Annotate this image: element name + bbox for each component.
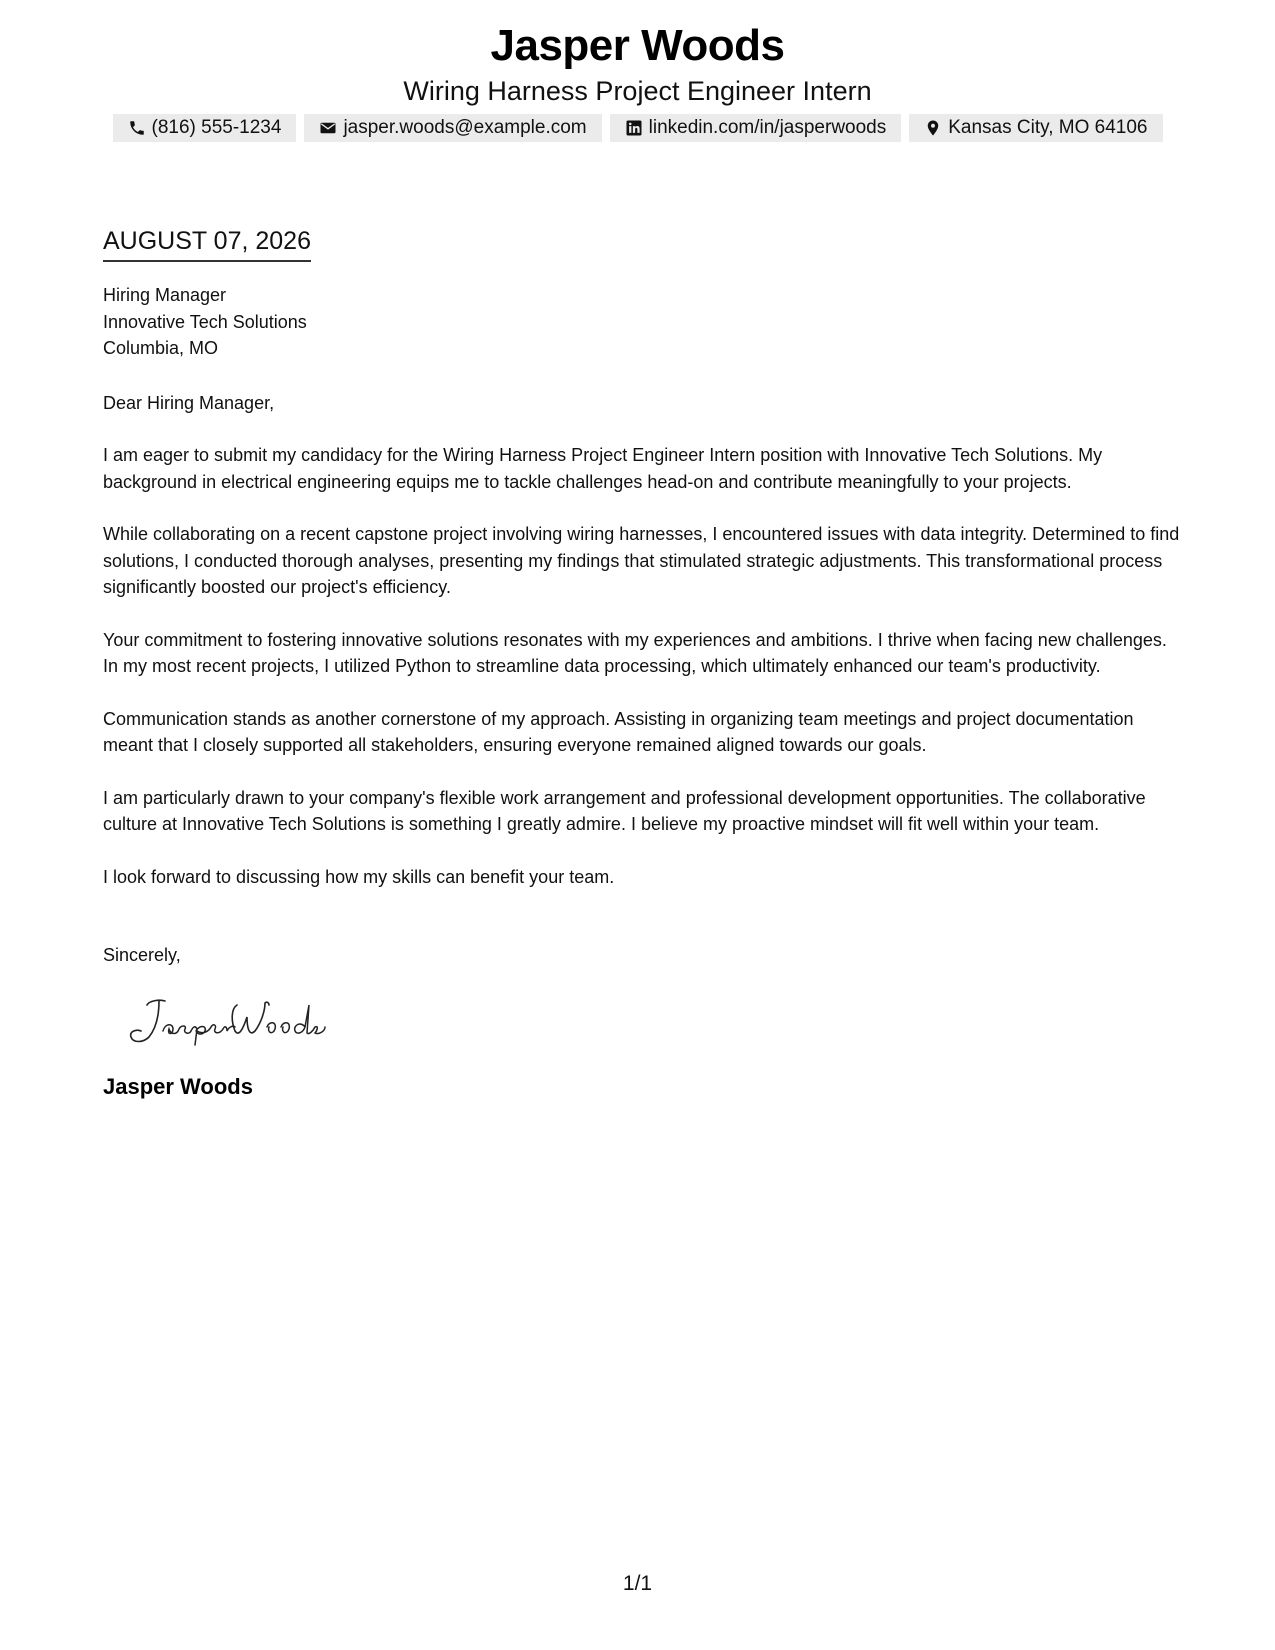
- paragraph-3: Your commitment to fostering innovative solutions resonates with my experiences and ambitions. I thrive when facing new challenges. In my most recent projects, I utilized Python to streamline data processing, which ultimately enhanced our team's productivity.: [103, 629, 1167, 676]
- paragraph-4: Communication stands as another cornerstone of my approach. Assisting in organizing team meetings and project documentation meant that I closely supported all stakeholders, ensuring everyone remained aligned towards our goals.: [103, 708, 1134, 755]
- paragraph-2: While collaborating on a recent capstone project involving wiring harnesses, I encountered issues with data integrity. Determined to find solutions, I conducted thorough analyses, presenting my findings that stimulated strategic adjustments. This transformational process significantly boosted our project's efficiency.: [103, 524, 1180, 597]
- paragraph-6: I look forward to discussing how my skills can benefit your team.: [103, 866, 615, 887]
- handwritten-signature: [119, 991, 359, 1051]
- salutation: Dear Hiring Manager,: [103, 392, 275, 413]
- contact-phone-text: (816) 555-1234: [151, 117, 282, 138]
- applicant-role: Wiring Harness Project Engineer Intern: [403, 76, 872, 106]
- recipient-block: [103, 282, 1183, 362]
- closing: Sincerely,: [103, 945, 181, 965]
- contact-location-text: Kansas City, MO 64106: [948, 117, 1148, 138]
- page-number: 1/1: [622, 1572, 653, 1595]
- letter-date: AUGUST 07, 2026: [103, 224, 311, 262]
- contact-phone: [113, 114, 297, 142]
- envelope-icon: [319, 119, 337, 137]
- contact-email: [304, 114, 601, 142]
- recipient-location: Columbia, MO: [103, 338, 219, 358]
- paragraph-5: I am particularly drawn to your company's flexible work arrangement and professional development opportunities. The collaborative culture at Innovative Tech Solutions is something I greatly admire. I believe my proactive mindset will fit well within your team.: [103, 787, 1146, 834]
- linkedin-icon: [625, 119, 643, 137]
- phone-icon: [128, 119, 146, 137]
- contact-linkedin: [610, 114, 902, 142]
- contact-email-text: jasper.woods@example.com: [343, 117, 587, 138]
- letter-header: [0, 18, 1275, 108]
- letter-body: [103, 224, 1183, 1102]
- applicant-name: Jasper Woods: [490, 21, 785, 70]
- recipient-title: Hiring Manager: [103, 285, 227, 305]
- contact-location: [909, 114, 1162, 142]
- recipient-company: Innovative Tech Solutions: [103, 311, 307, 332]
- map-pin-icon: [924, 119, 942, 137]
- contact-linkedin-text: linkedin.com/in/jasperwoods: [648, 117, 887, 138]
- contact-bar: [0, 114, 1275, 142]
- paragraph-1: I am eager to submit my candidacy for the Wiring Harness Project Engineer Intern position with Innovative Tech Solutions. My background in electrical engineering equips me to tackle challenges head-on and contribute meaningfully to your projects.: [103, 445, 1103, 492]
- signer-name: Jasper Woods: [103, 1074, 253, 1099]
